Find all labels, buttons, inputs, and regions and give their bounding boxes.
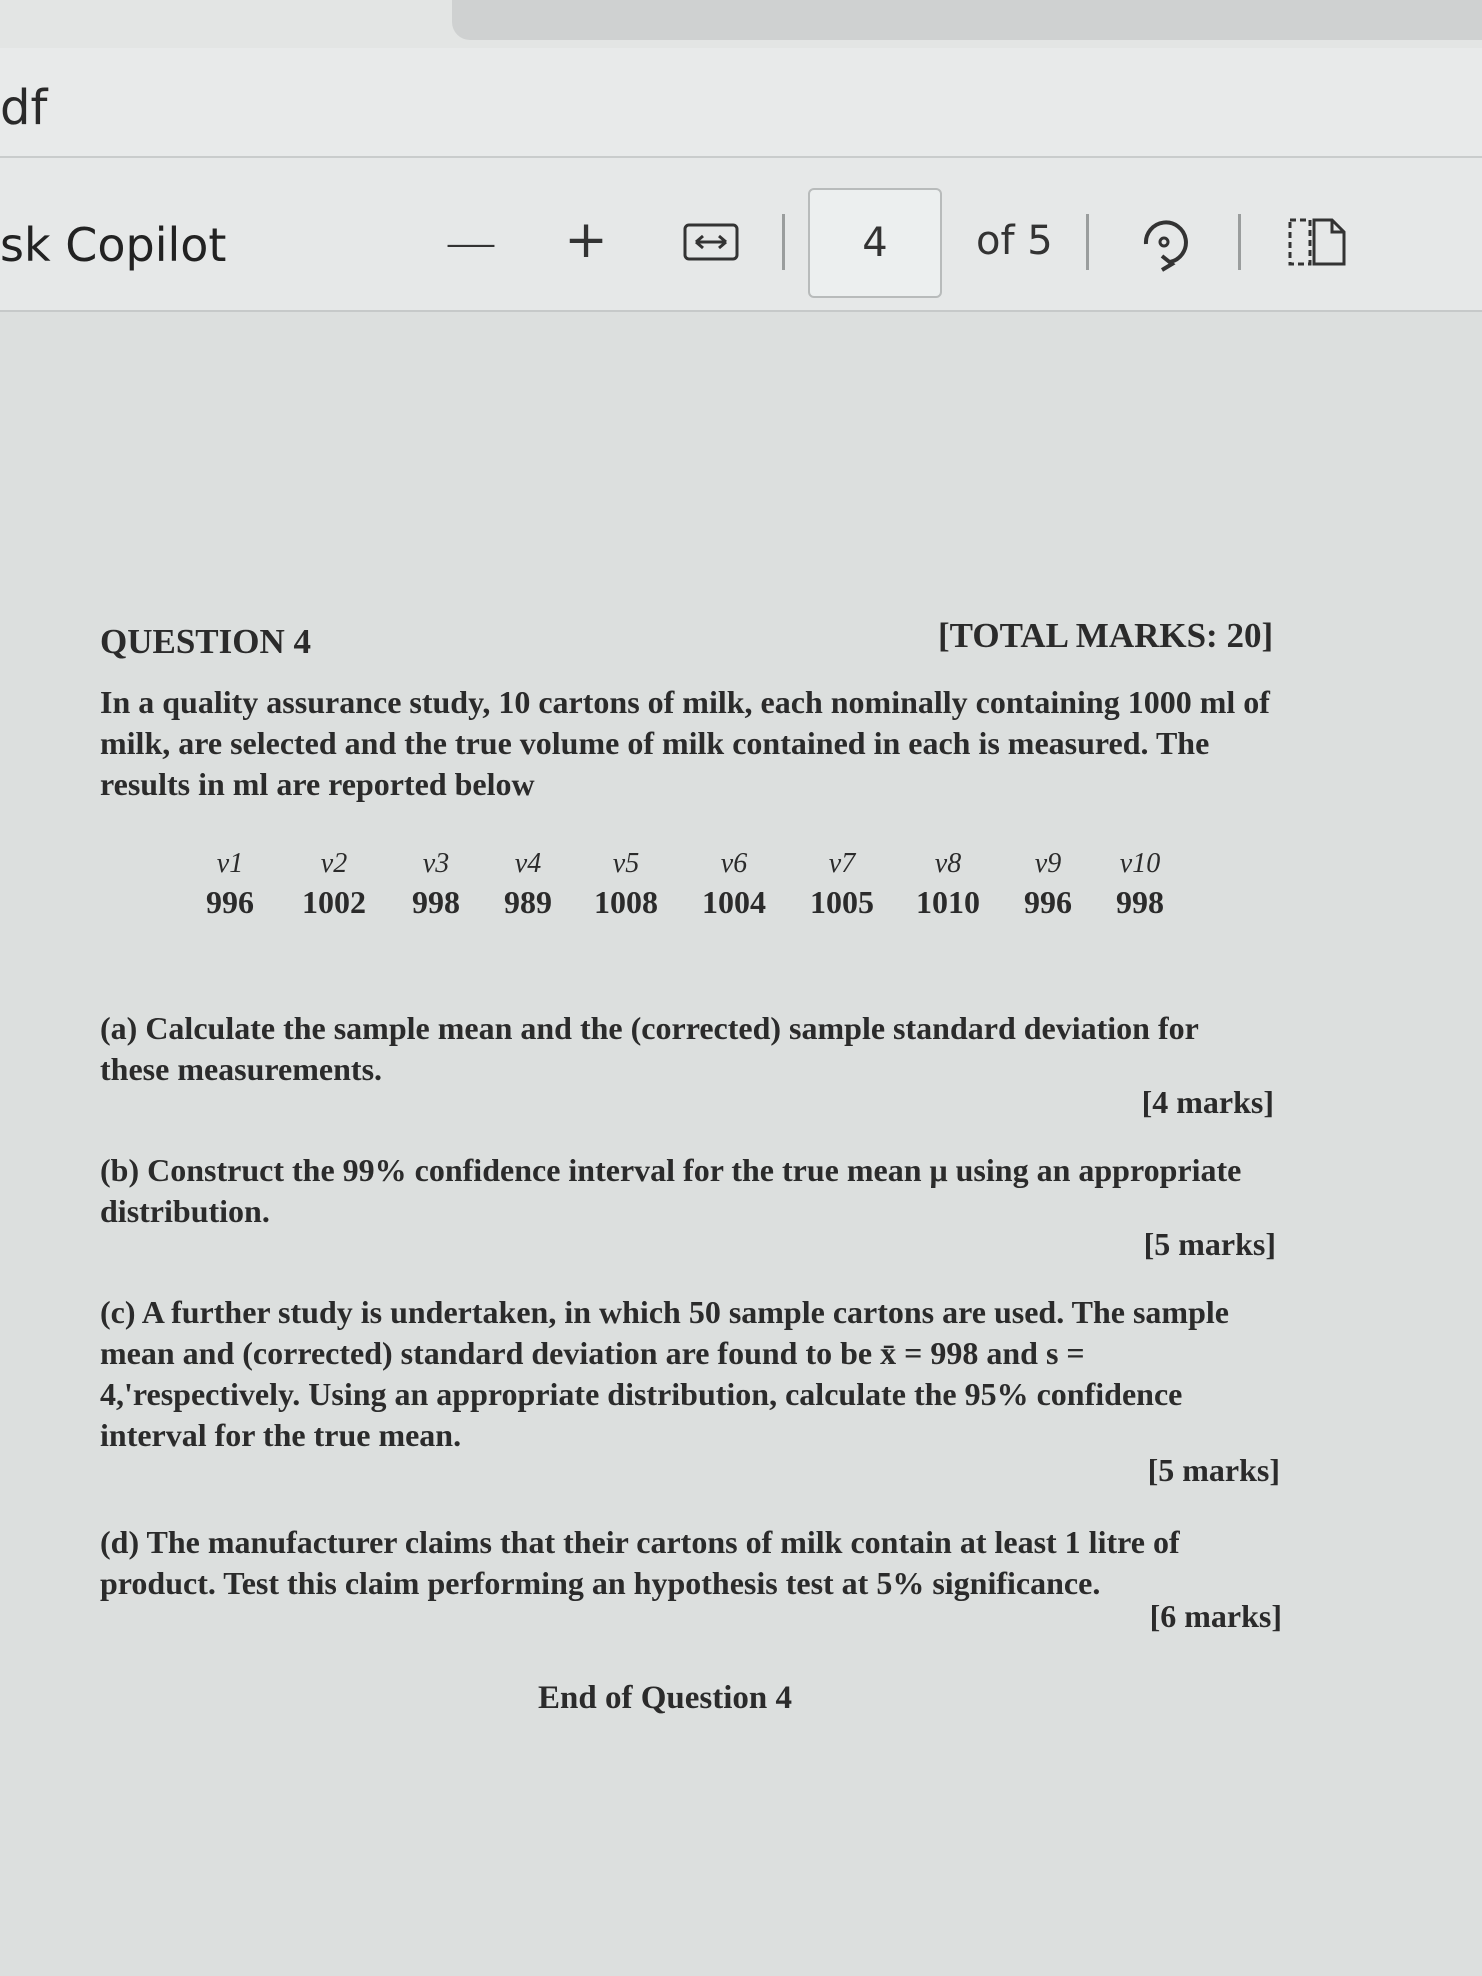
- column-value: 1002: [302, 884, 366, 920]
- toolbar-divider: [782, 214, 785, 270]
- pdf-page: [0, 312, 1482, 1976]
- table-column: [782, 848, 902, 921]
- ask-copilot-button[interactable]: sk Copilot: [0, 218, 227, 272]
- browser-tab-strip: [452, 0, 1482, 40]
- column-header: v6: [720, 848, 748, 879]
- zoom-in-button[interactable]: +: [564, 210, 608, 270]
- column-header: v2: [320, 848, 348, 879]
- column-header: v1: [216, 848, 244, 879]
- column-header: v5: [612, 848, 640, 879]
- toolbar-divider: [1086, 214, 1089, 270]
- column-value: 996: [1024, 884, 1072, 920]
- part-c-text: (c) A further study is undertaken, in which 50 sample cartons are used. The sample mean and (corrected) standard deviation are found to be x̄ = 998 and s = 4,'respectively. Using an appropriate distribution, calculate the 95% confidence interval for the true mean.: [100, 1294, 1229, 1453]
- column-value: 998: [1116, 884, 1164, 920]
- question-intro: In a quality assurance study, 10 cartons of milk, each nominally containing 1000 ml of milk, are selected and the true volume of milk contained in each is measured. The results in ml are reported below: [100, 684, 1270, 802]
- part-a-text: (a) Calculate the sample mean and the (corrected) sample standard deviation for these measurements.: [100, 1010, 1199, 1087]
- column-value: 1010: [916, 884, 980, 920]
- title-bar: [0, 48, 1482, 158]
- window-title: df: [0, 80, 48, 136]
- table-column: [170, 848, 290, 921]
- column-header: v10: [1119, 848, 1161, 879]
- part-d-text: (d) The manufacturer claims that their cartons of milk contain at least 1 litre of product. Test this claim performing an hypothesis test at 5% significance.: [100, 1524, 1180, 1601]
- column-header: v3: [422, 848, 450, 879]
- column-value: 1008: [594, 884, 658, 920]
- part-c-marks: [5 marks]: [1147, 1452, 1280, 1488]
- table-column: [674, 848, 794, 921]
- toolbar-divider: [1238, 214, 1241, 270]
- end-of-question: End of Question 4: [538, 1680, 792, 1716]
- column-value: 996: [206, 884, 254, 920]
- part-a-marks: [4 marks]: [1141, 1084, 1274, 1120]
- page-number-input[interactable]: 4: [808, 188, 942, 298]
- reading-view-icon[interactable]: [1284, 214, 1350, 270]
- column-value: 989: [504, 884, 552, 920]
- zoom-out-button[interactable]: —: [445, 213, 497, 273]
- column-header: v4: [514, 848, 542, 879]
- column-value: 1004: [702, 884, 766, 920]
- part-b-marks: [5 marks]: [1143, 1226, 1276, 1262]
- table-column: [566, 848, 686, 921]
- column-header: v7: [828, 848, 856, 879]
- fit-width-icon[interactable]: [682, 222, 740, 262]
- total-marks: [TOTAL MARKS: 20]: [938, 616, 1274, 655]
- column-value: 1005: [810, 884, 874, 920]
- part-d-marks: [6 marks]: [1149, 1598, 1282, 1634]
- table-column: [1080, 848, 1200, 921]
- part-b-text: (b) Construct the 99% confidence interval for the true mean μ using an appropriate distribution.: [100, 1152, 1242, 1229]
- column-header: v8: [934, 848, 962, 879]
- rotate-icon[interactable]: [1132, 210, 1196, 274]
- column-value: 998: [412, 884, 460, 920]
- column-header: v9: [1034, 848, 1062, 879]
- question-heading: QUESTION 4: [100, 622, 312, 661]
- page-total-label: of 5: [976, 218, 1053, 264]
